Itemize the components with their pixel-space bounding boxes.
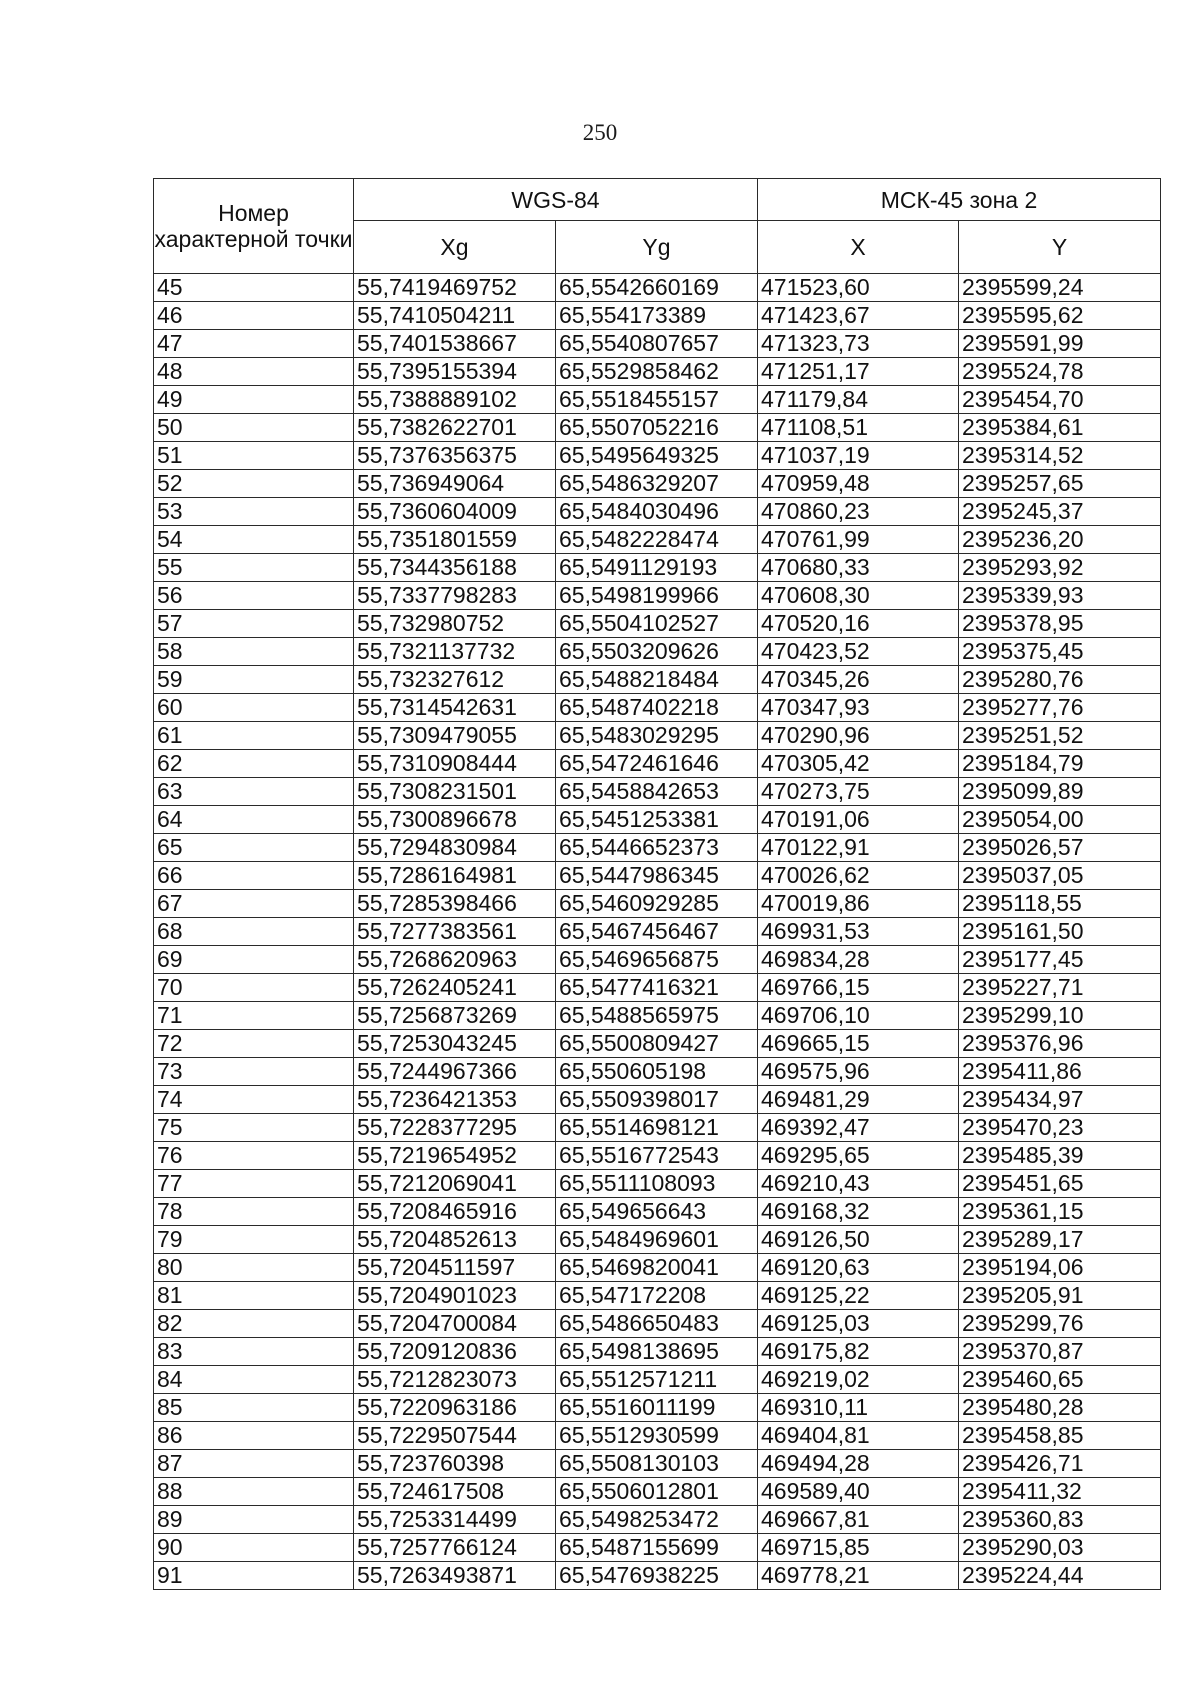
y-cell: 2395361,15	[959, 1198, 1161, 1226]
y-cell: 2395485,39	[959, 1142, 1161, 1170]
x-cell: 470423,52	[758, 638, 959, 666]
table-row	[154, 974, 1161, 1002]
xg-cell: 55,7309479055	[354, 722, 556, 750]
yg-cell: 65,5498199966	[556, 582, 758, 610]
y-cell: 2395426,71	[959, 1450, 1161, 1478]
x-cell: 469766,15	[758, 974, 959, 1002]
x-cell: 469210,43	[758, 1170, 959, 1198]
xg-cell: 55,724617508	[354, 1478, 556, 1506]
x-cell: 470959,48	[758, 470, 959, 498]
x-cell: 471523,60	[758, 274, 959, 302]
x-cell: 469481,29	[758, 1086, 959, 1114]
xg-cell: 55,7351801559	[354, 526, 556, 554]
y-cell: 2395290,03	[959, 1534, 1161, 1562]
x-cell: 469706,10	[758, 1002, 959, 1030]
x-cell: 469219,02	[758, 1366, 959, 1394]
xg-cell: 55,7360604009	[354, 498, 556, 526]
table-row	[154, 1254, 1161, 1282]
table-row	[154, 554, 1161, 582]
y-cell: 2395411,32	[959, 1478, 1161, 1506]
point-number-cell: 60	[154, 694, 354, 722]
xg-cell: 55,7257766124	[354, 1534, 556, 1562]
table-row	[154, 722, 1161, 750]
yg-cell: 65,5458842653	[556, 778, 758, 806]
table-row	[154, 694, 1161, 722]
table-row	[154, 834, 1161, 862]
point-number-cell: 57	[154, 610, 354, 638]
y-cell: 2395411,86	[959, 1058, 1161, 1086]
xg-cell: 55,7300896678	[354, 806, 556, 834]
x-cell: 469575,96	[758, 1058, 959, 1086]
table-row	[154, 582, 1161, 610]
y-cell: 2395194,06	[959, 1254, 1161, 1282]
table-row	[154, 778, 1161, 806]
x-cell: 470680,33	[758, 554, 959, 582]
y-cell: 2395236,20	[959, 526, 1161, 554]
point-number-cell: 69	[154, 946, 354, 974]
xg-cell: 55,7212069041	[354, 1170, 556, 1198]
point-number-header: Номер характерной точки	[154, 179, 354, 274]
x-cell: 469125,03	[758, 1310, 959, 1338]
y-cell: 2395370,87	[959, 1338, 1161, 1366]
table-row	[154, 274, 1161, 302]
point-number-cell: 56	[154, 582, 354, 610]
y-cell: 2395251,52	[959, 722, 1161, 750]
yg-cell: 65,5469656875	[556, 946, 758, 974]
x-cell: 470305,42	[758, 750, 959, 778]
y-cell: 2395224,44	[959, 1562, 1161, 1590]
y-cell: 2395099,89	[959, 778, 1161, 806]
x-cell: 470273,75	[758, 778, 959, 806]
yg-header: Yg	[556, 221, 758, 274]
yg-cell: 65,5482228474	[556, 526, 758, 554]
x-cell: 469404,81	[758, 1422, 959, 1450]
point-number-cell: 77	[154, 1170, 354, 1198]
point-number-cell: 59	[154, 666, 354, 694]
xg-cell: 55,7209120836	[354, 1338, 556, 1366]
xg-cell: 55,7263493871	[354, 1562, 556, 1590]
point-number-cell: 91	[154, 1562, 354, 1590]
x-cell: 470290,96	[758, 722, 959, 750]
point-number-cell: 52	[154, 470, 354, 498]
x-cell: 469931,53	[758, 918, 959, 946]
wgs84-header: WGS-84	[354, 179, 758, 221]
xg-cell: 55,7262405241	[354, 974, 556, 1002]
xg-cell: 55,7244967366	[354, 1058, 556, 1086]
y-cell: 2395454,70	[959, 386, 1161, 414]
yg-cell: 65,554173389	[556, 302, 758, 330]
x-cell: 469125,22	[758, 1282, 959, 1310]
yg-cell: 65,5491129193	[556, 554, 758, 582]
table-row	[154, 302, 1161, 330]
x-cell: 471423,67	[758, 302, 959, 330]
yg-cell: 65,5512571211	[556, 1366, 758, 1394]
table-row	[154, 1478, 1161, 1506]
point-number-cell: 68	[154, 918, 354, 946]
x-cell: 469120,63	[758, 1254, 959, 1282]
x-cell: 469778,21	[758, 1562, 959, 1590]
yg-cell: 65,5498253472	[556, 1506, 758, 1534]
xg-cell: 55,7314542631	[354, 694, 556, 722]
y-cell: 2395434,97	[959, 1086, 1161, 1114]
yg-cell: 65,5506012801	[556, 1478, 758, 1506]
xg-cell: 55,7388889102	[354, 386, 556, 414]
y-cell: 2395177,45	[959, 946, 1161, 974]
point-number-cell: 74	[154, 1086, 354, 1114]
y-cell: 2395054,00	[959, 806, 1161, 834]
x-cell: 471179,84	[758, 386, 959, 414]
yg-cell: 65,5509398017	[556, 1086, 758, 1114]
y-cell: 2395118,55	[959, 890, 1161, 918]
point-number-cell: 65	[154, 834, 354, 862]
point-number-cell: 84	[154, 1366, 354, 1394]
xg-cell: 55,7310908444	[354, 750, 556, 778]
yg-cell: 65,5540807657	[556, 330, 758, 358]
xg-cell: 55,7419469752	[354, 274, 556, 302]
table-row	[154, 1282, 1161, 1310]
table-row	[154, 1366, 1161, 1394]
coordinates-table	[153, 178, 1161, 1590]
xg-cell: 55,7253314499	[354, 1506, 556, 1534]
yg-cell: 65,5447986345	[556, 862, 758, 890]
point-number-cell: 90	[154, 1534, 354, 1562]
x-cell: 470026,62	[758, 862, 959, 890]
point-number-cell: 63	[154, 778, 354, 806]
yg-cell: 65,5511108093	[556, 1170, 758, 1198]
table-row	[154, 806, 1161, 834]
point-number-cell: 88	[154, 1478, 354, 1506]
y-cell: 2395280,76	[959, 666, 1161, 694]
y-cell: 2395314,52	[959, 442, 1161, 470]
xg-cell: 55,7344356188	[354, 554, 556, 582]
yg-cell: 65,5498138695	[556, 1338, 758, 1366]
y-cell: 2395524,78	[959, 358, 1161, 386]
table-row	[154, 1310, 1161, 1338]
table-row	[154, 1338, 1161, 1366]
point-number-cell: 62	[154, 750, 354, 778]
xg-cell: 55,7204852613	[354, 1226, 556, 1254]
table-row	[154, 526, 1161, 554]
table-row	[154, 358, 1161, 386]
point-number-cell: 64	[154, 806, 354, 834]
yg-cell: 65,5495649325	[556, 442, 758, 470]
table-body	[154, 274, 1161, 1590]
y-cell: 2395378,95	[959, 610, 1161, 638]
y-cell: 2395460,65	[959, 1366, 1161, 1394]
table-header	[154, 179, 1161, 274]
x-cell: 471037,19	[758, 442, 959, 470]
x-cell: 469392,47	[758, 1114, 959, 1142]
xg-cell: 55,7219654952	[354, 1142, 556, 1170]
x-cell: 471251,17	[758, 358, 959, 386]
xg-cell: 55,7308231501	[354, 778, 556, 806]
x-cell: 469494,28	[758, 1450, 959, 1478]
yg-cell: 65,5484969601	[556, 1226, 758, 1254]
yg-cell: 65,550605198	[556, 1058, 758, 1086]
point-number-cell: 80	[154, 1254, 354, 1282]
yg-cell: 65,5446652373	[556, 834, 758, 862]
table-row	[154, 862, 1161, 890]
table-row	[154, 890, 1161, 918]
point-number-cell: 66	[154, 862, 354, 890]
x-header: X	[758, 221, 959, 274]
y-cell: 2395599,24	[959, 274, 1161, 302]
xg-cell: 55,7277383561	[354, 918, 556, 946]
point-number-cell: 46	[154, 302, 354, 330]
yg-cell: 65,5508130103	[556, 1450, 758, 1478]
x-cell: 470608,30	[758, 582, 959, 610]
point-number-cell: 48	[154, 358, 354, 386]
xg-cell: 55,7253043245	[354, 1030, 556, 1058]
table-row	[154, 638, 1161, 666]
x-cell: 469175,82	[758, 1338, 959, 1366]
x-cell: 469665,15	[758, 1030, 959, 1058]
xg-cell: 55,7410504211	[354, 302, 556, 330]
xg-cell: 55,7268620963	[354, 946, 556, 974]
table-row	[154, 470, 1161, 498]
xg-cell: 55,7212823073	[354, 1366, 556, 1394]
point-number-cell: 53	[154, 498, 354, 526]
yg-cell: 65,5486329207	[556, 470, 758, 498]
xg-cell: 55,7228377295	[354, 1114, 556, 1142]
y-cell: 2395384,61	[959, 414, 1161, 442]
yg-cell: 65,5460929285	[556, 890, 758, 918]
yg-cell: 65,5488565975	[556, 1002, 758, 1030]
point-number-cell: 54	[154, 526, 354, 554]
point-number-cell: 72	[154, 1030, 354, 1058]
x-cell: 470122,91	[758, 834, 959, 862]
point-number-cell: 49	[154, 386, 354, 414]
y-cell: 2395037,05	[959, 862, 1161, 890]
table-row	[154, 442, 1161, 470]
x-cell: 470347,93	[758, 694, 959, 722]
xg-cell: 55,7321137732	[354, 638, 556, 666]
y-cell: 2395299,10	[959, 1002, 1161, 1030]
point-number-cell: 45	[154, 274, 354, 302]
xg-cell: 55,723760398	[354, 1450, 556, 1478]
x-cell: 470019,86	[758, 890, 959, 918]
point-number-cell: 75	[154, 1114, 354, 1142]
y-cell: 2395026,57	[959, 834, 1161, 862]
x-cell: 469168,32	[758, 1198, 959, 1226]
yg-cell: 65,549656643	[556, 1198, 758, 1226]
point-number-cell: 81	[154, 1282, 354, 1310]
point-number-cell: 70	[154, 974, 354, 1002]
point-number-cell: 51	[154, 442, 354, 470]
y-cell: 2395339,93	[959, 582, 1161, 610]
x-cell: 470860,23	[758, 498, 959, 526]
table-row	[154, 610, 1161, 638]
point-number-cell: 87	[154, 1450, 354, 1478]
xg-cell: 55,7382622701	[354, 414, 556, 442]
yg-cell: 65,5516772543	[556, 1142, 758, 1170]
table-row	[154, 1562, 1161, 1590]
point-number-cell: 89	[154, 1506, 354, 1534]
yg-cell: 65,5476938225	[556, 1562, 758, 1590]
y-cell: 2395458,85	[959, 1422, 1161, 1450]
point-number-cell: 71	[154, 1002, 354, 1030]
yg-cell: 65,5507052216	[556, 414, 758, 442]
x-cell: 471108,51	[758, 414, 959, 442]
yg-cell: 65,5484030496	[556, 498, 758, 526]
xg-cell: 55,7204700084	[354, 1310, 556, 1338]
table-row	[154, 1058, 1161, 1086]
x-cell: 471323,73	[758, 330, 959, 358]
y-cell: 2395245,37	[959, 498, 1161, 526]
xg-cell: 55,732980752	[354, 610, 556, 638]
x-cell: 469126,50	[758, 1226, 959, 1254]
xg-cell: 55,7395155394	[354, 358, 556, 386]
xg-cell: 55,7220963186	[354, 1394, 556, 1422]
table-row	[154, 1002, 1161, 1030]
x-cell: 470520,16	[758, 610, 959, 638]
x-cell: 470191,06	[758, 806, 959, 834]
point-number-cell: 82	[154, 1310, 354, 1338]
table-row	[154, 1198, 1161, 1226]
yg-cell: 65,5472461646	[556, 750, 758, 778]
table-row	[154, 330, 1161, 358]
y-cell: 2395205,91	[959, 1282, 1161, 1310]
y-cell: 2395299,76	[959, 1310, 1161, 1338]
yg-cell: 65,547172208	[556, 1282, 758, 1310]
y-cell: 2395470,23	[959, 1114, 1161, 1142]
yg-cell: 65,5516011199	[556, 1394, 758, 1422]
y-cell: 2395591,99	[959, 330, 1161, 358]
xg-cell: 55,7204511597	[354, 1254, 556, 1282]
table-row	[154, 1226, 1161, 1254]
x-cell: 469667,81	[758, 1506, 959, 1534]
y-cell: 2395289,17	[959, 1226, 1161, 1254]
xg-cell: 55,7236421353	[354, 1086, 556, 1114]
x-cell: 469715,85	[758, 1534, 959, 1562]
yg-cell: 65,5542660169	[556, 274, 758, 302]
yg-cell: 65,5487155699	[556, 1534, 758, 1562]
y-cell: 2395595,62	[959, 302, 1161, 330]
table-row	[154, 1534, 1161, 1562]
point-number-cell: 85	[154, 1394, 354, 1422]
table-row	[154, 498, 1161, 526]
xg-cell: 55,7204901023	[354, 1282, 556, 1310]
x-cell: 469295,65	[758, 1142, 959, 1170]
point-number-cell: 73	[154, 1058, 354, 1086]
xg-header: Xg	[354, 221, 556, 274]
y-cell: 2395375,45	[959, 638, 1161, 666]
y-cell: 2395451,65	[959, 1170, 1161, 1198]
xg-cell: 55,7256873269	[354, 1002, 556, 1030]
y-header: Y	[959, 221, 1161, 274]
y-cell: 2395257,65	[959, 470, 1161, 498]
yg-cell: 65,5500809427	[556, 1030, 758, 1058]
point-number-cell: 61	[154, 722, 354, 750]
point-number-cell: 67	[154, 890, 354, 918]
yg-cell: 65,5514698121	[556, 1114, 758, 1142]
table-row	[154, 918, 1161, 946]
xg-cell: 55,7337798283	[354, 582, 556, 610]
table-row	[154, 1086, 1161, 1114]
table-row	[154, 414, 1161, 442]
table-row	[154, 1170, 1161, 1198]
yg-cell: 65,5503209626	[556, 638, 758, 666]
xg-cell: 55,7229507544	[354, 1422, 556, 1450]
table-row	[154, 1450, 1161, 1478]
point-number-cell: 58	[154, 638, 354, 666]
yg-cell: 65,5483029295	[556, 722, 758, 750]
table-row	[154, 1394, 1161, 1422]
table-row	[154, 1114, 1161, 1142]
point-number-cell: 83	[154, 1338, 354, 1366]
y-cell: 2395293,92	[959, 554, 1161, 582]
yg-cell: 65,5518455157	[556, 386, 758, 414]
yg-cell: 65,5467456467	[556, 918, 758, 946]
xg-cell: 55,732327612	[354, 666, 556, 694]
point-number-cell: 86	[154, 1422, 354, 1450]
yg-cell: 65,5512930599	[556, 1422, 758, 1450]
x-cell: 470761,99	[758, 526, 959, 554]
page-number: 250	[582, 120, 618, 145]
yg-cell: 65,5486650483	[556, 1310, 758, 1338]
table-row	[154, 666, 1161, 694]
y-cell: 2395360,83	[959, 1506, 1161, 1534]
y-cell: 2395161,50	[959, 918, 1161, 946]
yg-cell: 65,5488218484	[556, 666, 758, 694]
y-cell: 2395376,96	[959, 1030, 1161, 1058]
y-cell: 2395480,28	[959, 1394, 1161, 1422]
point-number-cell: 50	[154, 414, 354, 442]
point-number-cell: 78	[154, 1198, 354, 1226]
xg-cell: 55,7401538667	[354, 330, 556, 358]
table-row	[154, 386, 1161, 414]
table-row	[154, 1030, 1161, 1058]
table-row	[154, 946, 1161, 974]
point-number-cell: 79	[154, 1226, 354, 1254]
yg-cell: 65,5504102527	[556, 610, 758, 638]
xg-cell: 55,7208465916	[354, 1198, 556, 1226]
xg-cell: 55,7286164981	[354, 862, 556, 890]
point-number-cell: 76	[154, 1142, 354, 1170]
xg-cell: 55,736949064	[354, 470, 556, 498]
x-cell: 470345,26	[758, 666, 959, 694]
yg-cell: 65,5487402218	[556, 694, 758, 722]
y-cell: 2395184,79	[959, 750, 1161, 778]
point-number-cell: 55	[154, 554, 354, 582]
point-number-cell: 47	[154, 330, 354, 358]
yg-cell: 65,5477416321	[556, 974, 758, 1002]
yg-cell: 65,5451253381	[556, 806, 758, 834]
msk45-header: МСК-45 зона 2	[758, 179, 1161, 221]
xg-cell: 55,7285398466	[354, 890, 556, 918]
table-row	[154, 1506, 1161, 1534]
yg-cell: 65,5469820041	[556, 1254, 758, 1282]
y-cell: 2395277,76	[959, 694, 1161, 722]
x-cell: 469834,28	[758, 946, 959, 974]
xg-cell: 55,7376356375	[354, 442, 556, 470]
y-cell: 2395227,71	[959, 974, 1161, 1002]
table-row	[154, 1142, 1161, 1170]
xg-cell: 55,7294830984	[354, 834, 556, 862]
table-row	[154, 750, 1161, 778]
table-row	[154, 1422, 1161, 1450]
yg-cell: 65,5529858462	[556, 358, 758, 386]
x-cell: 469589,40	[758, 1478, 959, 1506]
x-cell: 469310,11	[758, 1394, 959, 1422]
